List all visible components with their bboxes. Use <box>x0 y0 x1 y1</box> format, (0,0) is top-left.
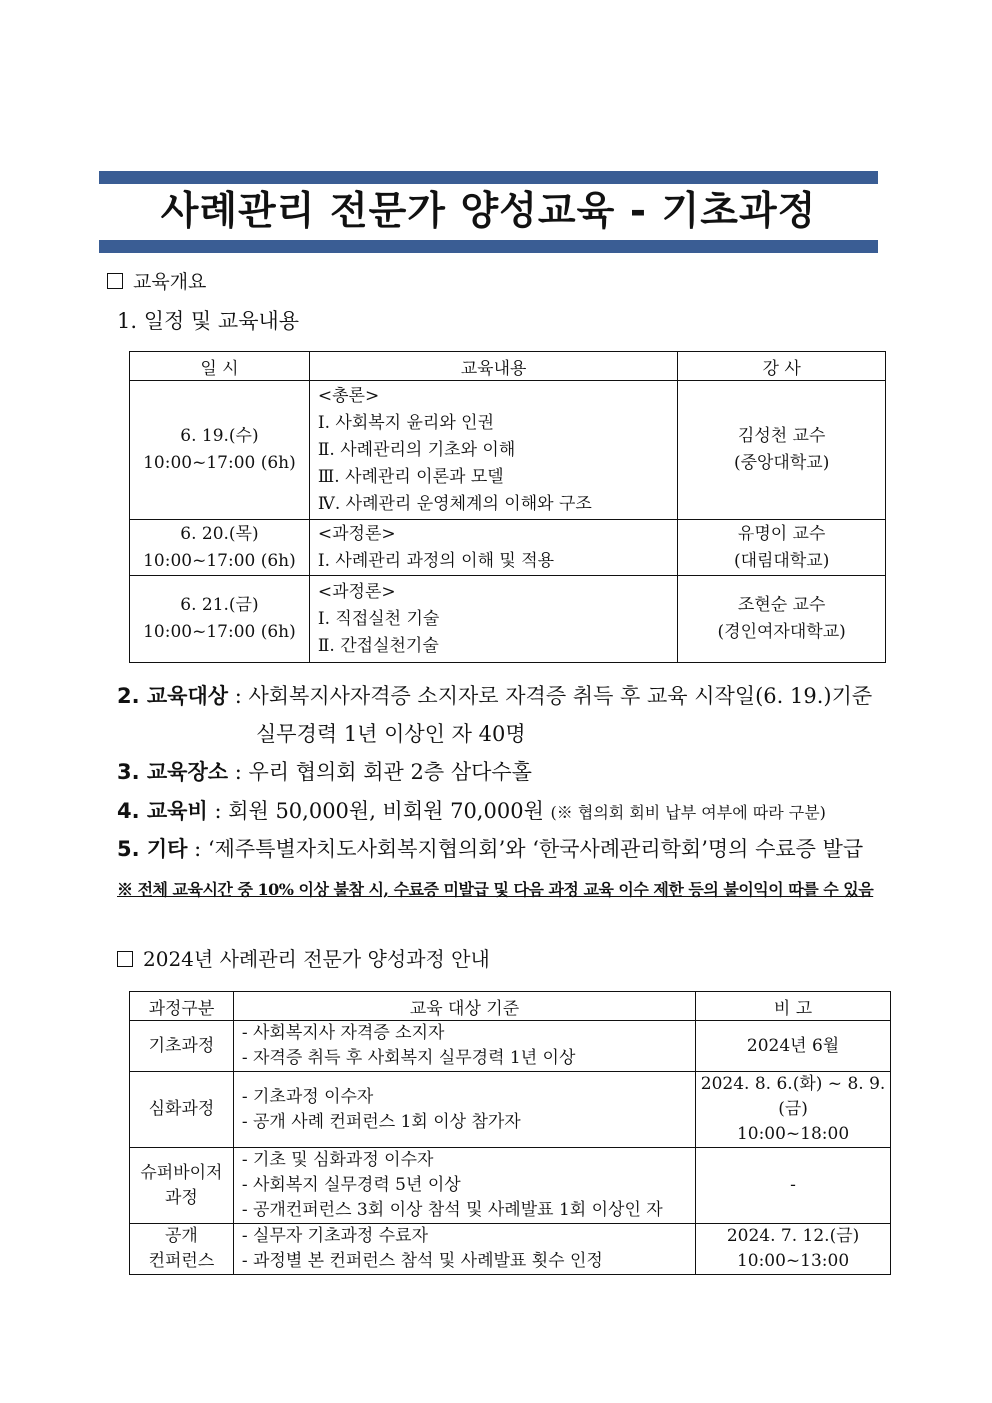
schedule-row <box>130 520 886 576</box>
course-name-cell: 슈퍼바이저 과정 <box>130 1148 234 1224</box>
col-header-remark: 비 고 <box>696 992 891 1021</box>
course-row <box>130 1072 891 1148</box>
col-header-course: 과정구분 <box>130 992 234 1021</box>
col-header-lecturer: 강 사 <box>678 352 886 381</box>
course-criteria-cell: - 기초 및 심화과정 이수자 - 사회복지 실무경력 5년 이상 - 공개컨퍼런스 3회 이상 참석 및 사례발표 1회 이상인 자 <box>233 1148 695 1224</box>
course-remark-cell: 2024. 8. 6.(화) ~ 8. 9.(금) 10:00~18:00 <box>696 1072 891 1148</box>
schedule-content-cell: <총론> Ⅰ. 사회복지 윤리와 인권 Ⅱ. 사례관리의 기초와 이해 Ⅲ. 사례관리 이론과 모델 Ⅳ. 사례관리 운영체계의 이해와 구조 <box>309 381 677 520</box>
schedule-header-row <box>130 352 886 381</box>
title-top-bar <box>99 171 878 184</box>
schedule-lecturer-cell: 유명이 교수 (대림대학교) <box>678 520 886 576</box>
section1-heading: 교육개요 <box>107 270 206 294</box>
course-name-cell: 기초과정 <box>130 1021 234 1072</box>
schedule-table <box>129 351 886 663</box>
schedule-lecturer-cell: 김성천 교수 (중앙대학교) <box>678 381 886 520</box>
course-row <box>130 1224 891 1275</box>
item-fee: 4. 교육비 : 회원 50,000원, 비회원 70,000원 (※ 협의회 회비 납부 여부에 따라 구분) <box>117 799 826 823</box>
course-table <box>129 991 891 1275</box>
course-name-cell: 공개 컨퍼런스 <box>130 1224 234 1275</box>
course-criteria-cell: - 기초과정 이수자 - 공개 사례 컨퍼런스 1회 이상 참가자 <box>233 1072 695 1148</box>
course-row <box>130 1021 891 1072</box>
title-bottom-bar <box>99 240 878 253</box>
schedule-content-cell: <과정론> Ⅰ. 사례관리 과정의 이해 및 적용 <box>309 520 677 576</box>
col-header-date: 일 시 <box>130 352 310 381</box>
col-header-content: 교육내용 <box>309 352 677 381</box>
notice-text: ※ 전체 교육시간 중 10% 이상 불참 시, 수료증 미발급 및 다음 과정 교육 이수 제한 등의 불이익이 따를 수 있음 <box>117 880 874 899</box>
schedule-row <box>130 576 886 663</box>
schedule-lecturer-cell: 조현순 교수 (경인여자대학교) <box>678 576 886 663</box>
item-target-continued: 실무경력 1년 이상인 자 40명 <box>256 722 526 746</box>
course-header-row <box>130 992 891 1021</box>
course-row <box>130 1148 891 1224</box>
col-header-criteria: 교육 대상 기준 <box>233 992 695 1021</box>
schedule-subheading: 1. 일정 및 교육내용 <box>117 309 300 333</box>
item-place: 3. 교육장소 : 우리 협의회 회관 2층 삼다수홀 <box>117 760 532 784</box>
course-remark-cell: 2024년 6월 <box>696 1021 891 1072</box>
schedule-row <box>130 381 886 520</box>
schedule-date-cell: 6. 20.(목) 10:00~17:00 (6h) <box>130 520 310 576</box>
course-criteria-cell: - 실무자 기초과정 수료자 - 과정별 본 컨퍼런스 참석 및 사례발표 횟수 인정 <box>233 1224 695 1275</box>
course-remark-cell: 2024. 7. 12.(금) 10:00~13:00 <box>696 1224 891 1275</box>
checkbox-square-icon <box>107 273 123 289</box>
course-criteria-cell: - 사회복지사 자격증 소지자 - 자격증 취득 후 사회복지 실무경력 1년 이상 <box>233 1021 695 1072</box>
schedule-date-cell: 6. 21.(금) 10:00~17:00 (6h) <box>130 576 310 663</box>
item-etc: 5. 기타 : ‘제주특별자치도사회복지협의회’와 ‘한국사례관리학회’명의 수료증 발급 <box>117 837 864 861</box>
item-target: 2. 교육대상 : 사회복지사자격증 소지자로 자격증 취득 후 교육 시작일(6. 19.)기준 <box>117 684 873 708</box>
section2-heading: 2024년 사례관리 전문가 양성과정 안내 <box>117 947 490 971</box>
course-name-cell: 심화과정 <box>130 1072 234 1148</box>
course-remark-cell: - <box>696 1148 891 1224</box>
schedule-date-cell: 6. 19.(수) 10:00~17:00 (6h) <box>130 381 310 520</box>
checkbox-square-icon <box>117 951 133 967</box>
page-title: 사례관리 전문가 양성교육 - 기초과정 <box>160 189 817 234</box>
schedule-content-cell: <과정론> Ⅰ. 직접실천 기술 Ⅱ. 간접실천기술 <box>309 576 677 663</box>
fee-note: (※ 협의회 회비 납부 여부에 따라 구분) <box>550 803 826 822</box>
